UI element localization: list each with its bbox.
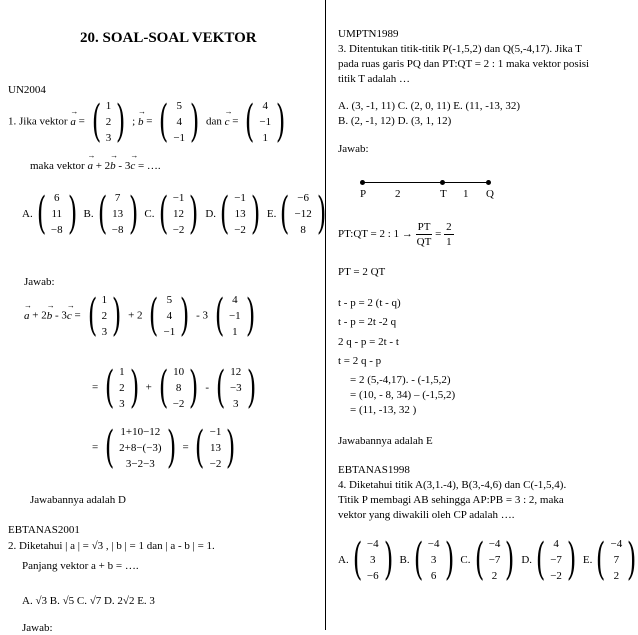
matrix-entry: −1 bbox=[259, 116, 272, 128]
page-title: 20. SOAL-SOAL VEKTOR bbox=[80, 30, 257, 46]
matrix-entry: 4 bbox=[262, 100, 269, 112]
matrix-b: ( 5 4 −1 ) bbox=[159, 96, 200, 147]
column-divider bbox=[325, 0, 326, 630]
source-label-3: UMPTN1989 bbox=[338, 28, 399, 40]
matrix-entry: 12 bbox=[173, 208, 185, 220]
q4-option-c[interactable]: C. ( −4 −7 2 ) bbox=[460, 534, 515, 585]
q4-option-b-cells bbox=[428, 536, 440, 584]
matrix-entry: 1 bbox=[105, 100, 112, 112]
label-q: Q bbox=[486, 188, 494, 200]
matrix-entry: 13 bbox=[112, 208, 124, 220]
pt-equation: PT = 2 QT bbox=[338, 266, 386, 278]
matrix-entry: 2 bbox=[613, 570, 620, 582]
option-d-cells bbox=[234, 190, 246, 238]
matrix-entry: 5 bbox=[176, 100, 182, 112]
matrix-a: ( 1 2 3 ) bbox=[91, 96, 126, 147]
matrix-entry: 4 bbox=[553, 538, 559, 550]
question-2-line-2: Panjang vektor a + b = …. bbox=[22, 560, 139, 572]
answer-heading: Jawab: bbox=[24, 276, 55, 288]
ratio-line: PT:QT = 2 : 1 → $\frac{PT}{QT}$ = $\frac{2}{1}$ bbox=[338, 221, 452, 248]
option-a-cells bbox=[51, 190, 63, 238]
solution-step-1: → a + 2→ b - 3→ c = ( 1 2 3 ) + 2 ( 5 4 −1 ) - 3 ( 4 −1 1 ) bbox=[24, 292, 259, 340]
label-ratio-1: 1 bbox=[463, 188, 469, 200]
matrix-entry: 13 bbox=[234, 208, 246, 220]
derivation-3: 2 q - p = 2t - t bbox=[338, 336, 399, 348]
point-p bbox=[360, 180, 365, 185]
matrix-entry: −1 bbox=[234, 192, 246, 204]
option-c-cells bbox=[173, 190, 185, 238]
question-2-line-1: 2. Diketahui | a | = √3 , | b | = 1 dan | a - b | = 1. bbox=[8, 540, 215, 552]
matrix-entry: −2 bbox=[550, 570, 562, 582]
matrix-entry: 2 bbox=[119, 382, 125, 394]
matrix-entry: −1 bbox=[163, 326, 176, 338]
question-3-options-2: B. (2, -1, 12) D. (3, 1, 12) bbox=[338, 115, 452, 127]
matrix-entry: −1 bbox=[173, 132, 186, 144]
matrix-c-cells bbox=[259, 98, 271, 146]
matrix-entry: 2+8−(−3) bbox=[119, 442, 162, 454]
matrix-entry: −7 bbox=[550, 554, 562, 566]
label-t: T bbox=[440, 188, 447, 200]
matrix-entry: −4 bbox=[366, 538, 379, 550]
matrix-entry: −3 bbox=[229, 382, 242, 394]
ratio-text: PT:QT = 2 : 1 → bbox=[338, 228, 413, 241]
question-1-prompt: maka vektor → a + 2→ b - 3→ c = …. bbox=[30, 160, 161, 173]
step2-matrix-2 bbox=[173, 364, 185, 412]
step1-coef-3: - 3 bbox=[196, 309, 209, 322]
fraction-2-1: $\frac{2}{1}$ bbox=[446, 221, 452, 248]
q4-option-a-cells bbox=[367, 536, 379, 584]
question-4-options bbox=[338, 536, 638, 584]
question-4-line-3: vektor yang diwakili oleh CP adalah …. bbox=[338, 509, 515, 521]
matrix-entry: 6 bbox=[53, 192, 60, 204]
matrix-entry: 10 bbox=[173, 366, 185, 378]
step2-matrix-1 bbox=[119, 364, 125, 412]
matrix-a-cells bbox=[106, 98, 112, 146]
matrix-entry: −1 bbox=[228, 310, 241, 322]
question-1-options bbox=[22, 190, 330, 238]
q4-option-e-cells bbox=[611, 536, 623, 584]
q4-option-d[interactable]: D. ( 4 −7 −2 ) bbox=[521, 534, 577, 585]
matrix-c: ( 4 −1 1 ) bbox=[245, 96, 286, 147]
q4-option-b[interactable]: B. ( −4 3 6 ) bbox=[399, 534, 454, 585]
derivation-2: t - p = 2t -2 q bbox=[338, 316, 397, 328]
step3-matrix-2 bbox=[210, 424, 222, 472]
option-d[interactable]: D. ( −1 13 −2 ) bbox=[205, 188, 261, 239]
step3-matrix-1 bbox=[119, 424, 161, 472]
question-1: 1. Jika vektor → a = ( 1 2 3 ) ; → b = ( 5 4 −1 ) dan → c = ( 4 −1 1 ) bbox=[8, 98, 289, 146]
matrix-entry: −2 bbox=[172, 398, 185, 410]
matrix-entry: 8 bbox=[300, 224, 306, 236]
matrix-entry: 3 bbox=[101, 326, 108, 338]
matrix-entry: 8 bbox=[175, 382, 182, 394]
separator: ; bbox=[132, 115, 136, 128]
matrix-entry: 4 bbox=[176, 116, 182, 128]
matrix-entry: −2 bbox=[209, 458, 222, 470]
matrix-entry: −8 bbox=[50, 224, 63, 236]
option-b[interactable]: B. ( 7 13 −8 ) bbox=[83, 188, 138, 239]
prompt-tail: = …. bbox=[137, 160, 161, 172]
vector-c-label: → c bbox=[225, 116, 230, 129]
vector-a-label: → a bbox=[70, 116, 76, 129]
step1-matrix-2 bbox=[163, 292, 175, 340]
matrix-entry: 4 bbox=[166, 310, 173, 322]
option-e[interactable]: E. ( −6 −12 8 ) bbox=[266, 188, 327, 239]
matrix-entry: 6 bbox=[430, 570, 437, 582]
matrix-entry: 3 bbox=[430, 554, 437, 566]
matrix-entry: 1 bbox=[232, 326, 238, 338]
prompt-text: maka vektor bbox=[30, 160, 85, 172]
matrix-entry: 1 bbox=[101, 294, 108, 306]
option-c[interactable]: C. ( −1 12 −2 ) bbox=[144, 188, 199, 239]
matrix-entry: −6 bbox=[297, 192, 309, 204]
matrix-entry: 12 bbox=[230, 366, 242, 378]
answer-heading-2: Jawab: bbox=[22, 622, 53, 634]
matrix-entry: −2 bbox=[172, 224, 185, 236]
matrix-entry: −1 bbox=[172, 192, 185, 204]
matrix-entry: 5 bbox=[166, 294, 173, 306]
question-1-number: 1. Jika vektor bbox=[8, 115, 68, 128]
matrix-entry: 3 bbox=[105, 132, 112, 144]
point-q bbox=[486, 180, 491, 185]
option-a[interactable]: A. ( 6 11 −8 ) bbox=[22, 188, 77, 239]
question-4-line-1: 4. Diketahui titik A(3,1.-4), B(3,-4,6) dan C(-1,5,4). bbox=[338, 479, 567, 491]
q4-option-e[interactable]: E. ( −4 7 2 ) bbox=[582, 534, 637, 585]
source-label: UN2004 bbox=[8, 84, 46, 96]
matrix-entry: −6 bbox=[366, 570, 379, 582]
step1-matrix-3 bbox=[229, 292, 241, 340]
matrix-entry: 1+10−12 bbox=[120, 426, 161, 438]
answer-1: Jawabannya adalah D bbox=[30, 494, 126, 506]
question-4-line-2: Titik P membagi AB sehingga AP:PB = 3 : 2, maka bbox=[338, 494, 564, 506]
q4-option-a[interactable]: A. ( −4 3 −6 ) bbox=[338, 534, 393, 585]
matrix-entry: −12 bbox=[294, 208, 312, 220]
label-ratio-2: 2 bbox=[395, 188, 401, 200]
step2-op-1: + bbox=[145, 381, 152, 394]
matrix-entry: 2 bbox=[105, 116, 112, 128]
answer-heading-3: Jawab: bbox=[338, 143, 369, 155]
matrix-entry: −8 bbox=[111, 224, 124, 236]
matrix-entry: −7 bbox=[488, 554, 501, 566]
vector-b-label: → b bbox=[138, 116, 144, 129]
q4-option-d-cells bbox=[550, 536, 562, 584]
matrix-entry: 7 bbox=[613, 554, 620, 566]
option-e-cells bbox=[295, 190, 312, 238]
step1-matrix-1 bbox=[102, 292, 108, 340]
source-label-4: EBTANAS1998 bbox=[338, 464, 410, 476]
matrix-entry: −4 bbox=[427, 538, 440, 550]
question-3-line-1: 3. Ditentukan titik-titik P(-1,5,2) dan Q(5,-4,17). Jika T bbox=[338, 43, 582, 55]
question-2-options: A. √3 B. √5 C. √7 D. 2√2 E. 3 bbox=[22, 595, 155, 607]
matrix-entry: 2 bbox=[491, 570, 498, 582]
matrix-entry: 1 bbox=[119, 366, 125, 378]
derivation-4: t = 2 q - p bbox=[338, 355, 382, 367]
question-3-line-2: pada ruas garis PQ dan PT:QT = 2 : 1 maka vektor posisi bbox=[338, 58, 590, 70]
derivation-6: = (10, - 8, 34) – (-1,5,2) bbox=[350, 389, 456, 401]
matrix-entry: 3 bbox=[369, 554, 376, 566]
derivation-5: = 2 (5,-4,17). - (-1,5,2) bbox=[350, 374, 451, 386]
matrix-entry: 3−2−3 bbox=[125, 458, 155, 470]
and-text: dan bbox=[205, 115, 222, 128]
label-p: P bbox=[360, 188, 367, 200]
question-3-options-1: A. (3, -1, 11) C. (2, 0, 11) E. (11, -13, 32) bbox=[338, 100, 521, 112]
step2-op-2: - bbox=[205, 381, 210, 394]
question-3-line-3: titik T adalah … bbox=[338, 73, 410, 85]
solution-step-2: = ( 1 2 3 ) + ( 10 8 −2 ) - ( 12 −3 3 ) bbox=[92, 362, 256, 413]
solution-step-3: = ( 1+10−12 2+8−(−3) 3−2−3 ) = ( −1 13 −2 ) bbox=[92, 422, 236, 473]
step2-matrix-3 bbox=[230, 364, 242, 412]
derivation-1: t - p = 2 (t - q) bbox=[338, 297, 401, 309]
matrix-entry: 7 bbox=[114, 192, 121, 204]
matrix-entry: −1 bbox=[209, 426, 222, 438]
answer-3: Jawabannya adalah E bbox=[338, 435, 433, 447]
matrix-entry: 3 bbox=[119, 398, 125, 410]
matrix-entry: 13 bbox=[210, 442, 221, 454]
matrix-b-cells bbox=[173, 98, 185, 146]
option-b-cells bbox=[112, 190, 124, 238]
matrix-entry: −4 bbox=[488, 538, 501, 550]
q4-option-c-cells bbox=[489, 536, 501, 584]
matrix-entry: −4 bbox=[610, 538, 623, 550]
right-column bbox=[330, 0, 638, 630]
point-t bbox=[440, 180, 445, 185]
derivation-7: = (11, -13, 32 ) bbox=[350, 404, 417, 416]
matrix-entry: 2 bbox=[101, 310, 108, 322]
segment-pq bbox=[362, 182, 490, 183]
step1-coef-2: + 2 bbox=[128, 309, 143, 322]
matrix-entry: 11 bbox=[51, 208, 63, 220]
matrix-entry: 3 bbox=[233, 398, 239, 410]
matrix-entry: 1 bbox=[262, 132, 269, 144]
fraction-pt-qt: $\frac{PT}{QT}$ bbox=[416, 221, 432, 248]
matrix-entry: 4 bbox=[232, 294, 238, 306]
source-label-2: EBTANAS2001 bbox=[8, 524, 80, 536]
matrix-entry: −2 bbox=[234, 224, 246, 236]
